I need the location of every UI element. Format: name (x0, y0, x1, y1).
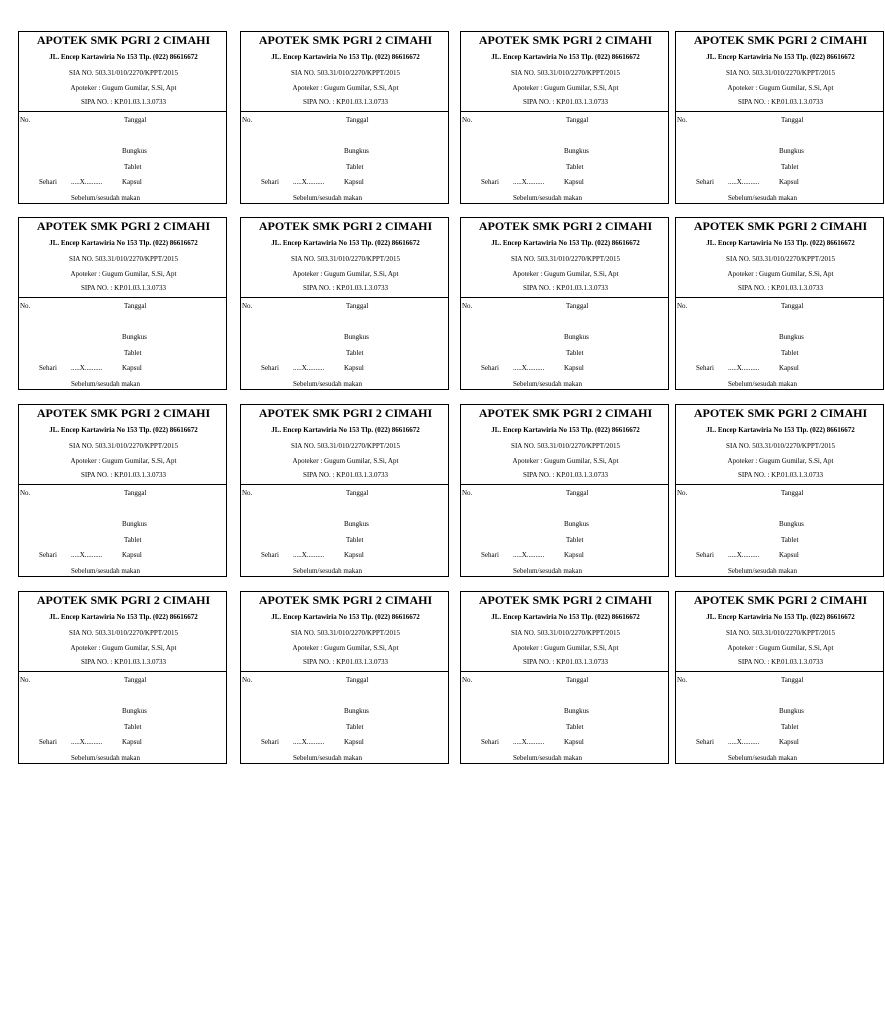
sia-number: SIA NO. 503.31/010/2270/KPPT/2015 (726, 69, 835, 77)
pharmacist-name: Apoteker : Gugum Gumilar, S.Si, Apt (292, 270, 399, 278)
sehari-label: Sehari (481, 178, 499, 186)
pharmacy-address: JL. Encep Kartawiria No 153 Tlp. (022) 86616672 (491, 426, 640, 434)
label-header (19, 592, 226, 672)
pharmacist-name: Apoteker : Gugum Gumilar, S.Si, Apt (727, 457, 834, 465)
meal-instruction: Sebelum/sesudah makan (728, 754, 798, 762)
tanggal-label: Tanggal (346, 676, 369, 684)
label-header (461, 592, 668, 672)
no-label: No. (677, 676, 688, 684)
sehari-label: Sehari (39, 551, 57, 559)
tablet-label: Tablet (346, 349, 364, 357)
tablet-label: Tablet (124, 723, 142, 731)
tablet-label: Tablet (566, 163, 584, 171)
meal-instruction: Sebelum/sesudah makan (513, 754, 583, 762)
tablet-label: Tablet (781, 163, 799, 171)
pharmacist-name: Apoteker : Gugum Gumilar, S.Si, Apt (70, 644, 177, 652)
sipa-number: SIPA NO. : KP.01.03.1.3.0733 (302, 98, 389, 106)
tanggal-label: Tanggal (124, 676, 147, 684)
sia-number: SIA NO. 503.31/010/2270/KPPT/2015 (69, 69, 178, 77)
no-label: No. (20, 302, 31, 310)
meal-instruction: Sebelum/sesudah makan (513, 380, 583, 388)
pharmacist-name: Apoteker : Gugum Gumilar, S.Si, Apt (292, 84, 399, 92)
sia-number: SIA NO. 503.31/010/2270/KPPT/2015 (69, 442, 178, 450)
pharmacist-name: Apoteker : Gugum Gumilar, S.Si, Apt (292, 644, 399, 652)
label-header (241, 592, 448, 672)
sia-number: SIA NO. 503.31/010/2270/KPPT/2015 (291, 69, 400, 77)
dosage-blank: .....X.......... (293, 364, 325, 372)
pharmacist-name: Apoteker : Gugum Gumilar, S.Si, Apt (292, 457, 399, 465)
pharmacy-address: JL. Encep Kartawiria No 153 Tlp. (022) 86616672 (271, 239, 420, 247)
bungkus-label: Bungkus (564, 520, 589, 528)
label-header (241, 32, 448, 112)
medicine-label (675, 217, 884, 390)
kapsul-label: Kapsul (779, 364, 799, 372)
medicine-label (675, 404, 884, 577)
sehari-label: Sehari (261, 364, 279, 372)
medicine-label (18, 404, 227, 577)
sia-number: SIA NO. 503.31/010/2270/KPPT/2015 (69, 629, 178, 637)
sipa-number: SIPA NO. : KP.01.03.1.3.0733 (80, 658, 167, 666)
dosage-blank: .....X.......... (728, 364, 760, 372)
tablet-label: Tablet (781, 723, 799, 731)
medicine-label (240, 591, 449, 764)
pharmacy-title: APOTEK SMK PGRI 2 CIMAHI (36, 593, 211, 607)
bungkus-label: Bungkus (344, 147, 369, 155)
sehari-label: Sehari (261, 178, 279, 186)
pharmacy-address: JL. Encep Kartawiria No 153 Tlp. (022) 86616672 (706, 239, 855, 247)
tanggal-label: Tanggal (781, 676, 804, 684)
label-header (19, 32, 226, 112)
bungkus-label: Bungkus (344, 707, 369, 715)
sia-number: SIA NO. 503.31/010/2270/KPPT/2015 (511, 629, 620, 637)
dosage-blank: .....X.......... (513, 738, 545, 746)
pharmacist-name: Apoteker : Gugum Gumilar, S.Si, Apt (727, 84, 834, 92)
medicine-label (18, 591, 227, 764)
tablet-label: Tablet (566, 349, 584, 357)
pharmacist-name: Apoteker : Gugum Gumilar, S.Si, Apt (727, 644, 834, 652)
kapsul-label: Kapsul (564, 364, 584, 372)
label-header (19, 405, 226, 485)
sehari-label: Sehari (261, 738, 279, 746)
sipa-number: SIPA NO. : KP.01.03.1.3.0733 (737, 471, 824, 479)
meal-instruction: Sebelum/sesudah makan (293, 567, 363, 575)
meal-instruction: Sebelum/sesudah makan (513, 194, 583, 202)
bungkus-label: Bungkus (779, 147, 804, 155)
sipa-number: SIPA NO. : KP.01.03.1.3.0733 (522, 284, 609, 292)
pharmacy-address: JL. Encep Kartawiria No 153 Tlp. (022) 86616672 (49, 239, 198, 247)
dosage-blank: .....X.......... (293, 738, 325, 746)
tablet-label: Tablet (781, 349, 799, 357)
meal-instruction: Sebelum/sesudah makan (71, 567, 141, 575)
meal-instruction: Sebelum/sesudah makan (513, 567, 583, 575)
no-label: No. (242, 302, 253, 310)
meal-instruction: Sebelum/sesudah makan (293, 194, 363, 202)
tablet-label: Tablet (346, 723, 364, 731)
tablet-label: Tablet (781, 536, 799, 544)
medicine-label (460, 404, 669, 577)
tablet-label: Tablet (566, 723, 584, 731)
bungkus-label: Bungkus (122, 147, 147, 155)
label-header (676, 592, 883, 672)
tanggal-label: Tanggal (566, 116, 589, 124)
tablet-label: Tablet (124, 163, 142, 171)
dosage-blank: .....X.......... (728, 551, 760, 559)
sipa-number: SIPA NO. : KP.01.03.1.3.0733 (737, 284, 824, 292)
pharmacy-address: JL. Encep Kartawiria No 153 Tlp. (022) 86616672 (49, 426, 198, 434)
kapsul-label: Kapsul (564, 551, 584, 559)
bungkus-label: Bungkus (564, 147, 589, 155)
pharmacy-address: JL. Encep Kartawiria No 153 Tlp. (022) 86616672 (271, 53, 420, 61)
sehari-label: Sehari (696, 364, 714, 372)
pharmacy-title: APOTEK SMK PGRI 2 CIMAHI (478, 593, 653, 607)
dosage-blank: .....X.......... (513, 178, 545, 186)
no-label: No. (677, 302, 688, 310)
label-header (676, 32, 883, 112)
pharmacy-title: APOTEK SMK PGRI 2 CIMAHI (693, 406, 868, 420)
sipa-number: SIPA NO. : KP.01.03.1.3.0733 (302, 284, 389, 292)
medicine-label (675, 591, 884, 764)
no-label: No. (20, 489, 31, 497)
medicine-label (460, 31, 669, 204)
kapsul-label: Kapsul (122, 738, 142, 746)
pharmacy-title: APOTEK SMK PGRI 2 CIMAHI (693, 219, 868, 233)
sehari-label: Sehari (696, 178, 714, 186)
label-header (676, 405, 883, 485)
sia-number: SIA NO. 503.31/010/2270/KPPT/2015 (291, 255, 400, 263)
tablet-label: Tablet (124, 536, 142, 544)
no-label: No. (242, 116, 253, 124)
kapsul-label: Kapsul (344, 178, 364, 186)
pharmacy-title: APOTEK SMK PGRI 2 CIMAHI (258, 219, 433, 233)
pharmacy-title: APOTEK SMK PGRI 2 CIMAHI (478, 219, 653, 233)
sipa-number: SIPA NO. : KP.01.03.1.3.0733 (80, 471, 167, 479)
medicine-label (460, 591, 669, 764)
tanggal-label: Tanggal (781, 116, 804, 124)
pharmacist-name: Apoteker : Gugum Gumilar, S.Si, Apt (512, 84, 619, 92)
pharmacy-address: JL. Encep Kartawiria No 153 Tlp. (022) 86616672 (49, 53, 198, 61)
meal-instruction: Sebelum/sesudah makan (293, 380, 363, 388)
kapsul-label: Kapsul (344, 364, 364, 372)
kapsul-label: Kapsul (344, 738, 364, 746)
medicine-label (675, 31, 884, 204)
pharmacy-title: APOTEK SMK PGRI 2 CIMAHI (478, 406, 653, 420)
kapsul-label: Kapsul (779, 178, 799, 186)
pharmacist-name: Apoteker : Gugum Gumilar, S.Si, Apt (70, 457, 177, 465)
medicine-label (460, 217, 669, 390)
dosage-blank: .....X.......... (71, 551, 103, 559)
sia-number: SIA NO. 503.31/010/2270/KPPT/2015 (69, 255, 178, 263)
kapsul-label: Kapsul (779, 551, 799, 559)
medicine-label (18, 217, 227, 390)
pharmacist-name: Apoteker : Gugum Gumilar, S.Si, Apt (70, 270, 177, 278)
sia-number: SIA NO. 503.31/010/2270/KPPT/2015 (511, 255, 620, 263)
sipa-number: SIPA NO. : KP.01.03.1.3.0733 (522, 98, 609, 106)
label-header (241, 405, 448, 485)
pharmacist-name: Apoteker : Gugum Gumilar, S.Si, Apt (512, 457, 619, 465)
label-header (241, 218, 448, 298)
bungkus-label: Bungkus (122, 707, 147, 715)
kapsul-label: Kapsul (779, 738, 799, 746)
bungkus-label: Bungkus (122, 333, 147, 341)
sia-number: SIA NO. 503.31/010/2270/KPPT/2015 (291, 629, 400, 637)
meal-instruction: Sebelum/sesudah makan (71, 380, 141, 388)
sehari-label: Sehari (39, 178, 57, 186)
tanggal-label: Tanggal (566, 489, 589, 497)
medicine-label (240, 217, 449, 390)
sipa-number: SIPA NO. : KP.01.03.1.3.0733 (737, 658, 824, 666)
tanggal-label: Tanggal (346, 302, 369, 310)
bungkus-label: Bungkus (344, 520, 369, 528)
pharmacy-title: APOTEK SMK PGRI 2 CIMAHI (258, 406, 433, 420)
tanggal-label: Tanggal (781, 302, 804, 310)
sia-number: SIA NO. 503.31/010/2270/KPPT/2015 (511, 69, 620, 77)
no-label: No. (242, 489, 253, 497)
tanggal-label: Tanggal (346, 489, 369, 497)
tablet-label: Tablet (124, 349, 142, 357)
no-label: No. (242, 676, 253, 684)
no-label: No. (462, 489, 473, 497)
sipa-number: SIPA NO. : KP.01.03.1.3.0733 (522, 658, 609, 666)
label-header (461, 218, 668, 298)
sipa-number: SIPA NO. : KP.01.03.1.3.0733 (302, 658, 389, 666)
no-label: No. (462, 302, 473, 310)
bungkus-label: Bungkus (779, 707, 804, 715)
pharmacy-title: APOTEK SMK PGRI 2 CIMAHI (693, 33, 868, 47)
dosage-blank: .....X.......... (513, 364, 545, 372)
bungkus-label: Bungkus (564, 707, 589, 715)
meal-instruction: Sebelum/sesudah makan (728, 380, 798, 388)
no-label: No. (677, 116, 688, 124)
tanggal-label: Tanggal (124, 116, 147, 124)
sipa-number: SIPA NO. : KP.01.03.1.3.0733 (302, 471, 389, 479)
kapsul-label: Kapsul (122, 551, 142, 559)
kapsul-label: Kapsul (344, 551, 364, 559)
sia-number: SIA NO. 503.31/010/2270/KPPT/2015 (726, 255, 835, 263)
pharmacy-title: APOTEK SMK PGRI 2 CIMAHI (693, 593, 868, 607)
sehari-label: Sehari (481, 738, 499, 746)
label-header (461, 32, 668, 112)
bungkus-label: Bungkus (564, 333, 589, 341)
pharmacy-address: JL. Encep Kartawiria No 153 Tlp. (022) 86616672 (271, 613, 420, 621)
kapsul-label: Kapsul (564, 178, 584, 186)
sehari-label: Sehari (696, 738, 714, 746)
pharmacy-address: JL. Encep Kartawiria No 153 Tlp. (022) 86616672 (271, 426, 420, 434)
pharmacy-title: APOTEK SMK PGRI 2 CIMAHI (36, 219, 211, 233)
medicine-label (18, 31, 227, 204)
sipa-number: SIPA NO. : KP.01.03.1.3.0733 (80, 284, 167, 292)
sia-number: SIA NO. 503.31/010/2270/KPPT/2015 (726, 442, 835, 450)
bungkus-label: Bungkus (779, 520, 804, 528)
tanggal-label: Tanggal (781, 489, 804, 497)
dosage-blank: .....X.......... (293, 551, 325, 559)
dosage-blank: .....X.......... (293, 178, 325, 186)
pharmacy-address: JL. Encep Kartawiria No 153 Tlp. (022) 86616672 (491, 53, 640, 61)
pharmacy-address: JL. Encep Kartawiria No 153 Tlp. (022) 86616672 (491, 613, 640, 621)
kapsul-label: Kapsul (564, 738, 584, 746)
label-header (19, 218, 226, 298)
meal-instruction: Sebelum/sesudah makan (728, 567, 798, 575)
pharmacy-title: APOTEK SMK PGRI 2 CIMAHI (258, 593, 433, 607)
tanggal-label: Tanggal (346, 116, 369, 124)
kapsul-label: Kapsul (122, 364, 142, 372)
meal-instruction: Sebelum/sesudah makan (293, 754, 363, 762)
pharmacist-name: Apoteker : Gugum Gumilar, S.Si, Apt (512, 270, 619, 278)
tanggal-label: Tanggal (124, 302, 147, 310)
dosage-blank: .....X.......... (71, 364, 103, 372)
pharmacy-address: JL. Encep Kartawiria No 153 Tlp. (022) 86616672 (49, 613, 198, 621)
sipa-number: SIPA NO. : KP.01.03.1.3.0733 (522, 471, 609, 479)
pharmacy-address: JL. Encep Kartawiria No 153 Tlp. (022) 86616672 (706, 53, 855, 61)
no-label: No. (20, 116, 31, 124)
sia-number: SIA NO. 503.31/010/2270/KPPT/2015 (291, 442, 400, 450)
pharmacist-name: Apoteker : Gugum Gumilar, S.Si, Apt (512, 644, 619, 652)
pharmacist-name: Apoteker : Gugum Gumilar, S.Si, Apt (727, 270, 834, 278)
label-header (676, 218, 883, 298)
sehari-label: Sehari (261, 551, 279, 559)
dosage-blank: .....X.......... (71, 738, 103, 746)
dosage-blank: .....X.......... (513, 551, 545, 559)
tablet-label: Tablet (346, 163, 364, 171)
kapsul-label: Kapsul (122, 178, 142, 186)
dosage-blank: .....X.......... (728, 178, 760, 186)
sehari-label: Sehari (39, 738, 57, 746)
pharmacy-address: JL. Encep Kartawiria No 153 Tlp. (022) 86616672 (706, 613, 855, 621)
sipa-number: SIPA NO. : KP.01.03.1.3.0733 (737, 98, 824, 106)
pharmacy-title: APOTEK SMK PGRI 2 CIMAHI (478, 33, 653, 47)
bungkus-label: Bungkus (779, 333, 804, 341)
sehari-label: Sehari (481, 551, 499, 559)
meal-instruction: Sebelum/sesudah makan (728, 194, 798, 202)
no-label: No. (462, 116, 473, 124)
pharmacy-title: APOTEK SMK PGRI 2 CIMAHI (36, 406, 211, 420)
sipa-number: SIPA NO. : KP.01.03.1.3.0733 (80, 98, 167, 106)
bungkus-label: Bungkus (122, 520, 147, 528)
meal-instruction: Sebelum/sesudah makan (71, 194, 141, 202)
pharmacy-address: JL. Encep Kartawiria No 153 Tlp. (022) 86616672 (491, 239, 640, 247)
pharmacy-address: JL. Encep Kartawiria No 153 Tlp. (022) 86616672 (706, 426, 855, 434)
tablet-label: Tablet (346, 536, 364, 544)
sehari-label: Sehari (481, 364, 499, 372)
sia-number: SIA NO. 503.31/010/2270/KPPT/2015 (726, 629, 835, 637)
meal-instruction: Sebelum/sesudah makan (71, 754, 141, 762)
pharmacist-name: Apoteker : Gugum Gumilar, S.Si, Apt (70, 84, 177, 92)
sehari-label: Sehari (696, 551, 714, 559)
tablet-label: Tablet (566, 536, 584, 544)
medicine-label (240, 404, 449, 577)
no-label: No. (462, 676, 473, 684)
pharmacy-title: APOTEK SMK PGRI 2 CIMAHI (258, 33, 433, 47)
dosage-blank: .....X.......... (728, 738, 760, 746)
bungkus-label: Bungkus (344, 333, 369, 341)
no-label: No. (677, 489, 688, 497)
tanggal-label: Tanggal (566, 302, 589, 310)
sia-number: SIA NO. 503.31/010/2270/KPPT/2015 (511, 442, 620, 450)
medicine-label (240, 31, 449, 204)
tanggal-label: Tanggal (566, 676, 589, 684)
sehari-label: Sehari (39, 364, 57, 372)
label-header (461, 405, 668, 485)
pharmacy-title: APOTEK SMK PGRI 2 CIMAHI (36, 33, 211, 47)
no-label: No. (20, 676, 31, 684)
dosage-blank: .....X.......... (71, 178, 103, 186)
tanggal-label: Tanggal (124, 489, 147, 497)
